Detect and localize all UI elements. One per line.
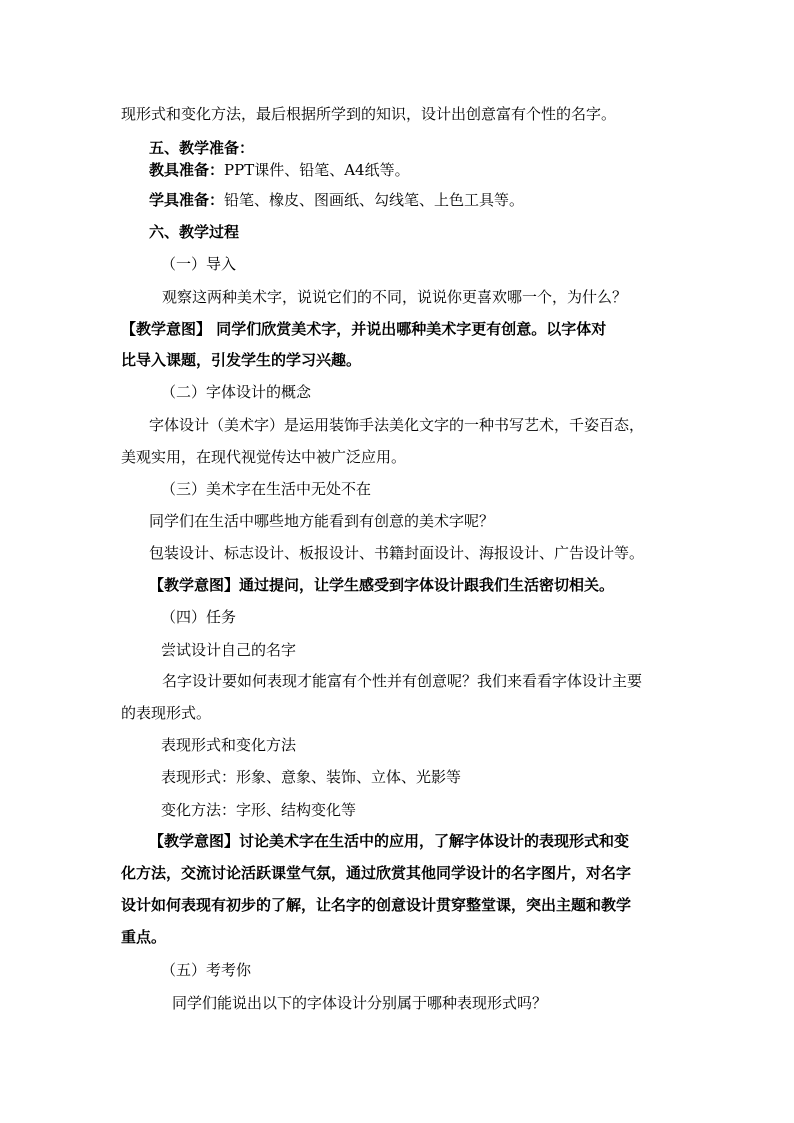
subsection-heading: （四）任务: [161, 608, 237, 626]
paragraph-line: 同学们能说出以下的字体设计分别属于哪种表现形式吗？: [172, 994, 548, 1012]
teacher-materials-label: 教具准备：: [149, 161, 225, 179]
paragraph-line: 名字设计要如何表现才能富有个性并有创意呢？我们来看看字体设计主要: [162, 672, 643, 690]
teaching-intent-line: 【教学意图】通过提问，让学生感受到字体设计跟我们生活密切相关。: [149, 576, 615, 594]
teaching-intent-line: 【教学意图】讨论美术字在生活中的应用，了解字体设计的表现形式和变: [149, 832, 630, 850]
student-materials-label: 学具准备：: [149, 191, 225, 209]
student-materials-text: 铅笔、橡皮、图画纸、勾线笔、上色工具等。: [224, 191, 525, 209]
teaching-intent-line: 化方法，交流讨论活跃课堂气氛，通过欣赏其他同学设计的名字图片，对名字: [121, 864, 632, 882]
teaching-intent-line: 设计如何表现有初步的了解，让名字的创意设计贯穿整堂课，突出主题和教学: [121, 896, 632, 914]
paragraph-line: 变化方法：字形、结构变化等: [161, 801, 357, 819]
paragraph-line: 尝试设计自己的名字: [161, 641, 297, 659]
teaching-intent-line: 【教学意图】 同学们欣赏美术字，并说出哪种美术字更有创意。以字体对: [121, 320, 607, 338]
subsection-heading: （三）美术字在生活中无处不在: [161, 480, 372, 498]
section-heading-preparation: 五、教学准备：: [149, 139, 255, 157]
paragraph-line: 表现形式：形象、意象、装饰、立体、光影等: [161, 768, 462, 786]
subsection-heading: （五）考考你: [161, 961, 252, 979]
teacher-materials-text: PPT课件、铅笔、A4纸等。: [224, 161, 410, 179]
subsection-heading: （二）字体设计的概念: [161, 383, 312, 401]
paragraph-line: 的表现形式。: [121, 704, 212, 722]
paragraph-line: 美观实用，在现代视觉传达中被广泛应用。: [121, 448, 407, 466]
teaching-intent-line: 比导入课题，引发学生的学习兴趣。: [121, 351, 362, 369]
subsection-heading: （一）导入: [161, 255, 237, 273]
teaching-intent-line: 重点。: [121, 928, 167, 946]
paragraph-line: 字体设计（美术字）是运用装饰手法美化文字的一种书写艺术，千姿百态，: [149, 416, 645, 434]
teacher-materials-line: [149, 160, 410, 180]
student-materials-line: [149, 190, 524, 210]
paragraph-line: 同学们在生活中哪些地方能看到有创意的美术字呢？: [149, 512, 495, 530]
paragraph-line: 表现形式和变化方法: [161, 736, 297, 754]
paragraph-line: 观察这两种美术字，说说它们的不同，说说你更喜欢哪一个，为什么？: [162, 288, 628, 306]
paragraph-line: 现形式和变化方法，最后根据所学到的知识，设计出创意富有个性的名字。: [121, 105, 617, 123]
paragraph-line: 包装设计、标志设计、板报设计、书籍封面设计、海报设计、广告设计等。: [149, 544, 645, 562]
section-heading-process: 六、教学过程: [149, 223, 240, 241]
